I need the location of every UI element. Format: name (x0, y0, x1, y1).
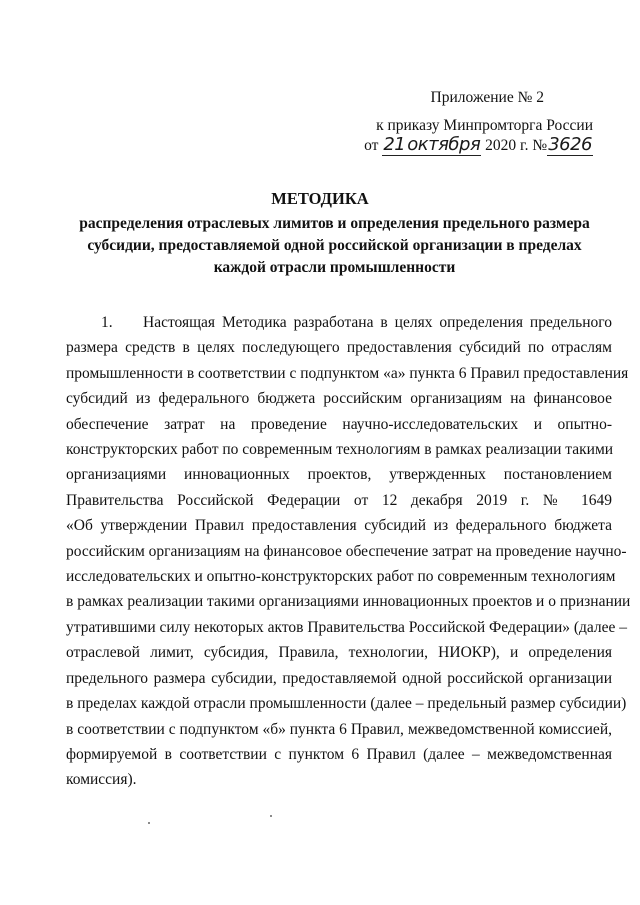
order-prefix: от (364, 137, 379, 154)
order-date-number (364, 134, 593, 157)
paragraph-line: в пределах каждой отрасли промышленности (далее – предельный размер субсидии) (66, 695, 627, 713)
paragraph-line: «Об утверждении Правил предоставления субсидий из федерального бюджета (66, 517, 612, 535)
paragraph-line: российским организациям на финансовое обеспечение затрат на проведение научно- (66, 542, 627, 560)
paragraph-line: Правительства Российской Федерации от 12 декабря 2019 г. № 1649 (66, 491, 612, 509)
paragraph-line: промышленности в соответствии с подпунктом «а» пункта 6 Правил предоставления (66, 364, 629, 382)
paragraph-number: 1. (101, 314, 113, 331)
paragraph-line: в рамках реализации такими организациями инновационных проектов и о признании (66, 593, 631, 611)
paragraph-line: размера средств в целях последующего предоставления субсидий по отраслям (66, 339, 612, 357)
document-title: МЕТОДИКА (271, 189, 369, 208)
paragraph-line: конструкторских работ по современным технологиям в рамках реализации такими (66, 441, 614, 459)
scan-speck (270, 815, 272, 817)
paragraph-line: комиссия). (66, 771, 137, 789)
order-number-handwritten: 3626 (548, 134, 592, 155)
order-month-handwritten: октября (407, 134, 481, 155)
paragraph-line: утратившими силу некоторых актов Правительства Российской Федерации» (далее – (66, 618, 628, 636)
scan-speck (148, 822, 150, 824)
paragraph-line: исследовательских и опытно-конструкторских работ по современным технологиям (66, 568, 616, 586)
paragraph-line: обеспечение затрат на проведение научно-исследовательских и опытно- (66, 415, 612, 433)
paragraph-1 (66, 310, 631, 793)
paragraph-line: отраслевой лимит, субсидия, Правила, технологии, НИОКР), и определения (66, 644, 612, 662)
order-reference: к приказу Минпромторга России (376, 117, 593, 134)
document-subtitle: распределения отраслевых лимитов и определения предельного размера субсидии, предоставляемой одной российской организации в пределах каждой отрасли промышленности (79, 215, 590, 276)
paragraph-line: в соответствии с подпунктом «б» пункта 6 Правил, межведомственной комиссией, (66, 720, 612, 738)
paragraph-line: организациями инновационных проектов, утвержденных постановлением (66, 466, 612, 484)
paragraph-line: субсидий из федерального бюджета российским организациям на финансовое (66, 390, 612, 408)
paragraph-line: 1. Настоящая Методика разработана в целях определения предельного (66, 310, 612, 335)
paragraph-line: предельного размера субсидии, предоставляемой одной российской организации (66, 669, 612, 687)
order-year: 2020 г. № (485, 137, 548, 154)
paragraph-line: формируемой в соответствии с пунктом 6 Правил (далее – межведомственная (66, 745, 612, 763)
order-day-handwritten: 21 (383, 134, 406, 155)
appendix-label: Приложение № 2 (430, 89, 544, 106)
